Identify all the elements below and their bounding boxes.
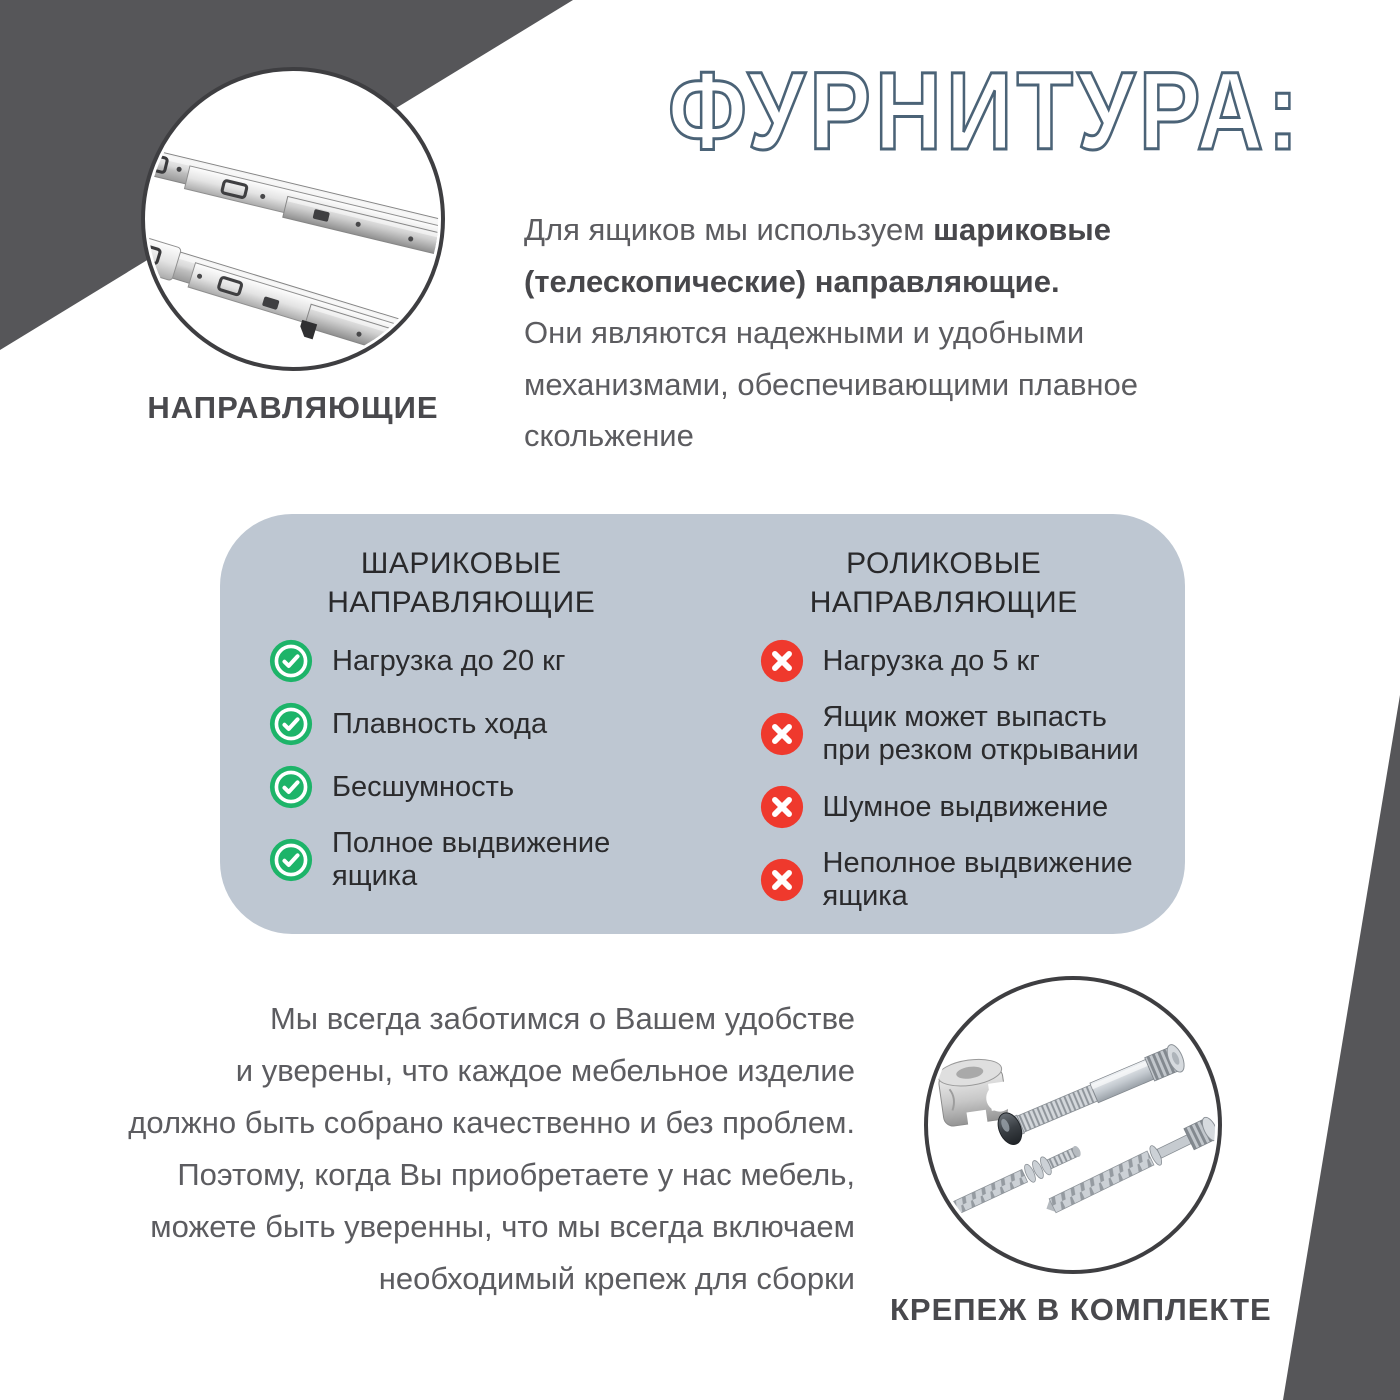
cons-item-text: Неполное выдвижение (822, 847, 1133, 879)
cons-item (759, 784, 1186, 830)
intro-line-bold: шариковые (933, 212, 1112, 247)
cons-item (759, 638, 1186, 684)
cons-column (703, 544, 1186, 934)
pros-item-text: Бесшумность (332, 770, 515, 803)
check-icon (268, 837, 314, 883)
fasteners-photo-circle (924, 976, 1222, 1274)
assurance-line: и уверены, что каждое мебельное изделие (235, 1053, 855, 1088)
intro-line-bold: (телескопические) направляющие. (524, 263, 1060, 299)
cons-item-text: Ящик может выпасть (822, 701, 1107, 733)
cons-item-text: при резком открывании (822, 734, 1139, 766)
pros-column (220, 544, 703, 934)
intro-line: скольжение (524, 418, 694, 453)
pros-title-line: НАПРАВЛЯЮЩИЕ (327, 586, 596, 619)
assurance-line: можете быть уверенны, что мы всегда включаем (150, 1209, 855, 1244)
check-icon (268, 701, 314, 747)
pros-column-title (220, 544, 703, 622)
fasteners-caption: КРЕПЕЖ В КОМПЛЕКТЕ (890, 1292, 1272, 1327)
cross-icon (759, 638, 805, 684)
slides-photo-circle (141, 67, 445, 371)
cross-icon (759, 711, 805, 757)
drawer-slides-photo (145, 71, 441, 367)
cons-item (759, 847, 1186, 913)
cross-icon (759, 784, 805, 830)
intro-line: механизмами, обеспечивающими плавное (524, 366, 1139, 402)
comparison-panel (220, 514, 1185, 934)
assurance-line: Мы всегда заботимся о Вашем удобстве (269, 1001, 855, 1036)
pros-item (268, 827, 703, 893)
assurance-line: должно быть собрано качественно и без проблем. (128, 1105, 855, 1140)
pros-item (268, 701, 703, 747)
intro-paragraph (524, 204, 1264, 462)
assurance-paragraph (55, 993, 855, 1305)
pros-title-line: ШАРИКОВЫЕ (360, 547, 562, 580)
fasteners-photo (928, 980, 1218, 1270)
pros-item-text: ящика (332, 860, 418, 892)
cons-title-line: НАПРАВЛЯЮЩИЕ (809, 586, 1078, 619)
slides-caption: НАПРАВЛЯЮЩИЕ (147, 390, 439, 425)
cons-item-text: Нагрузка до 5 кг (822, 644, 1040, 677)
cons-list (703, 638, 1186, 913)
check-icon (268, 764, 314, 810)
check-icon (268, 638, 314, 684)
cross-icon (759, 857, 805, 903)
page-title: ФУРНИТУРА: (668, 50, 1303, 173)
assurance-line: Поэтому, когда Вы приобретаете у нас мебель, (177, 1157, 855, 1192)
pros-item-text: Плавность хода (332, 707, 548, 740)
intro-line: Они являются надежными и удобными (524, 315, 1085, 350)
pros-item-text: Полное выдвижение (332, 827, 611, 859)
assurance-line: необходимый крепеж для сборки (378, 1261, 855, 1296)
cons-title-line: РОЛИКОВЫЕ (846, 547, 1042, 580)
pros-item (268, 638, 703, 684)
intro-line: Для ящиков мы используем (524, 212, 934, 247)
cons-item-text: ящика (822, 880, 908, 912)
pros-item (268, 764, 703, 810)
cons-column-title (703, 544, 1186, 622)
cons-item (759, 701, 1186, 767)
cons-item-text: Шумное выдвижение (822, 790, 1109, 823)
pros-list (220, 638, 703, 893)
pros-item-text: Нагрузка до 20 кг (332, 644, 566, 677)
